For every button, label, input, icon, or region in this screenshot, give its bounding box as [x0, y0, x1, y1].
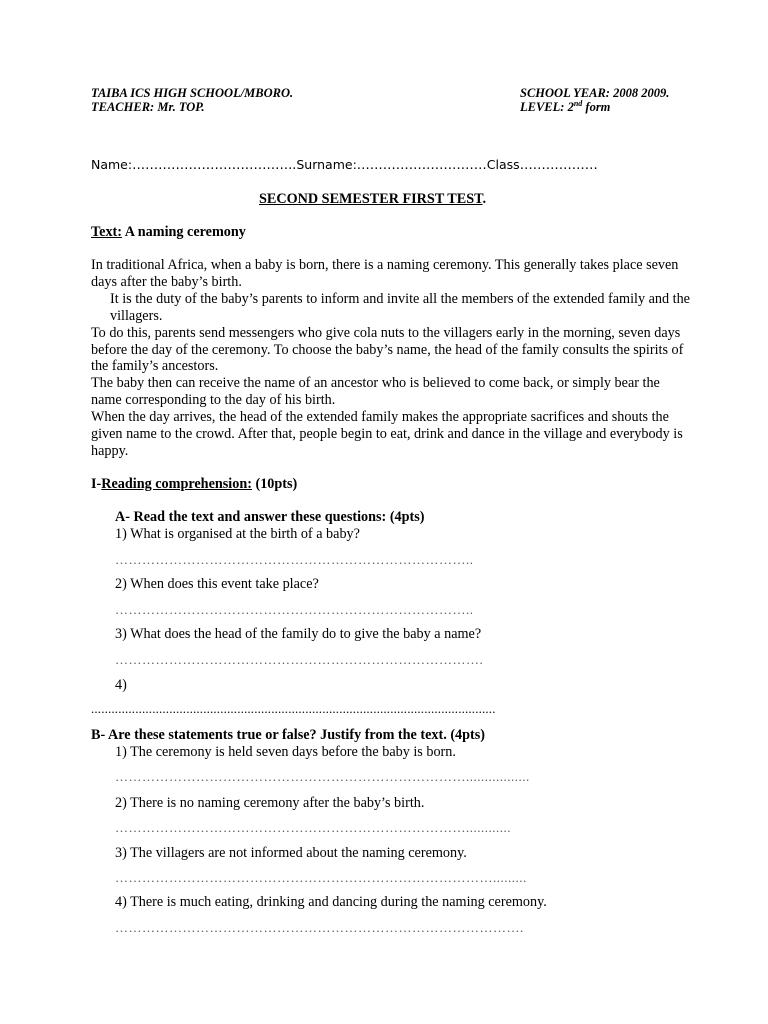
section-prefix: I- — [91, 476, 102, 492]
answer-line-4[interactable]: ....................................................................................................................... — [91, 701, 496, 716]
question-4: 4) — [115, 677, 127, 693]
statement-2: 2) There is no naming ceremony after the baby’s birth. — [115, 795, 425, 811]
page-title-period: . — [482, 191, 487, 207]
passage-paragraph: When the day arrives, the head of the extended family makes the appropriate sacrifices and shouts the given name to the crowd. After that, people begin to eat, drink and dance in the village and everybody is happy. — [91, 409, 683, 459]
level-suffix: form — [582, 100, 611, 114]
justify-line-4[interactable]: ………………………………………………………………………………. — [115, 920, 524, 935]
name-blank[interactable]: ……………………………….. — [132, 158, 297, 173]
school-year: SCHOOL YEAR: 2008 2009. — [520, 86, 670, 100]
text-heading — [91, 224, 246, 241]
passage-paragraph: The baby then can receive the name of an ancestor who is believed to come back, or simply bear the name corresponding to the day of his birth. — [91, 375, 660, 409]
statement-1: 1) The ceremony is held seven days before the baby is born. — [115, 744, 456, 760]
name-label: Name: — [91, 157, 133, 172]
school-name: TAIBA ICS HIGH SCHOOL/MBORO. — [91, 86, 294, 100]
answer-line-3[interactable]: ………………………………………………………………………. — [115, 652, 484, 667]
section-title: Reading comprehension: — [101, 476, 252, 492]
level-superscript: nd — [573, 98, 583, 108]
justify-line-2[interactable]: ……………………………………………………………………............ — [115, 820, 511, 835]
question-3: 3) What does the head of the family do to give the baby a name? — [115, 626, 482, 642]
class-label: Class — [486, 157, 520, 172]
class-blank[interactable]: ……………… — [519, 158, 598, 173]
part-b-title-suffix: . (4pts) — [443, 727, 486, 743]
passage-paragraph: In traditional Africa, when a baby is born, there is a naming ceremony. This generally takes place seven days after the baby’s birth. — [91, 257, 679, 290]
level-prefix: LEVEL: 2 — [520, 100, 574, 114]
surname-label: Surname: — [296, 157, 357, 172]
justify-line-3[interactable]: …………………………………………………………………………......... — [115, 870, 527, 885]
justify-line-1[interactable]: ……………………………………………………………………................. — [115, 769, 530, 784]
statement-3: 3) The villagers are not informed about the naming ceremony. — [115, 845, 467, 861]
section-heading — [91, 476, 297, 493]
teacher-name: TEACHER: Mr. TOP. — [91, 100, 205, 114]
surname-blank[interactable]: ………………………… — [356, 158, 487, 173]
answer-line-1[interactable]: …………………………………………………………………….. — [115, 552, 474, 567]
student-info-line — [91, 157, 598, 173]
part-a-title: A- Read the text and answer these questions: (4pts) — [115, 509, 425, 525]
part-b-title — [91, 727, 485, 744]
text-title: A naming ceremony — [122, 224, 246, 240]
passage-paragraph: To do this, parents send messengers who give cola nuts to the villagers early in the morning, seven days before the day of the ceremony. To choose the baby’s name, the head of the family consults the spirits of the family’s ancestors. — [91, 324, 684, 375]
question-1: 1) What is organised at the birth of a baby? — [115, 526, 360, 542]
reading-passage — [91, 257, 691, 460]
page-title — [259, 191, 486, 208]
question-2: 2) When does this event take place? — [115, 576, 319, 592]
answer-line-2[interactable]: …………………………………………………………………….. — [115, 602, 474, 617]
text-label: Text: — [91, 224, 122, 240]
page-title-text: SECOND SEMESTER FIRST TEST — [259, 191, 483, 207]
statement-4: 4) There is much eating, drinking and dancing during the naming ceremony. — [115, 894, 547, 910]
level — [520, 100, 610, 114]
part-b-title-text: B- Are these statements true or false? Justify from the text — [91, 727, 444, 743]
passage-paragraph: It is the duty of the baby’s parents to inform and invite all the members of the extended family and the villagers. — [110, 290, 690, 324]
section-points: (10pts) — [251, 476, 298, 492]
